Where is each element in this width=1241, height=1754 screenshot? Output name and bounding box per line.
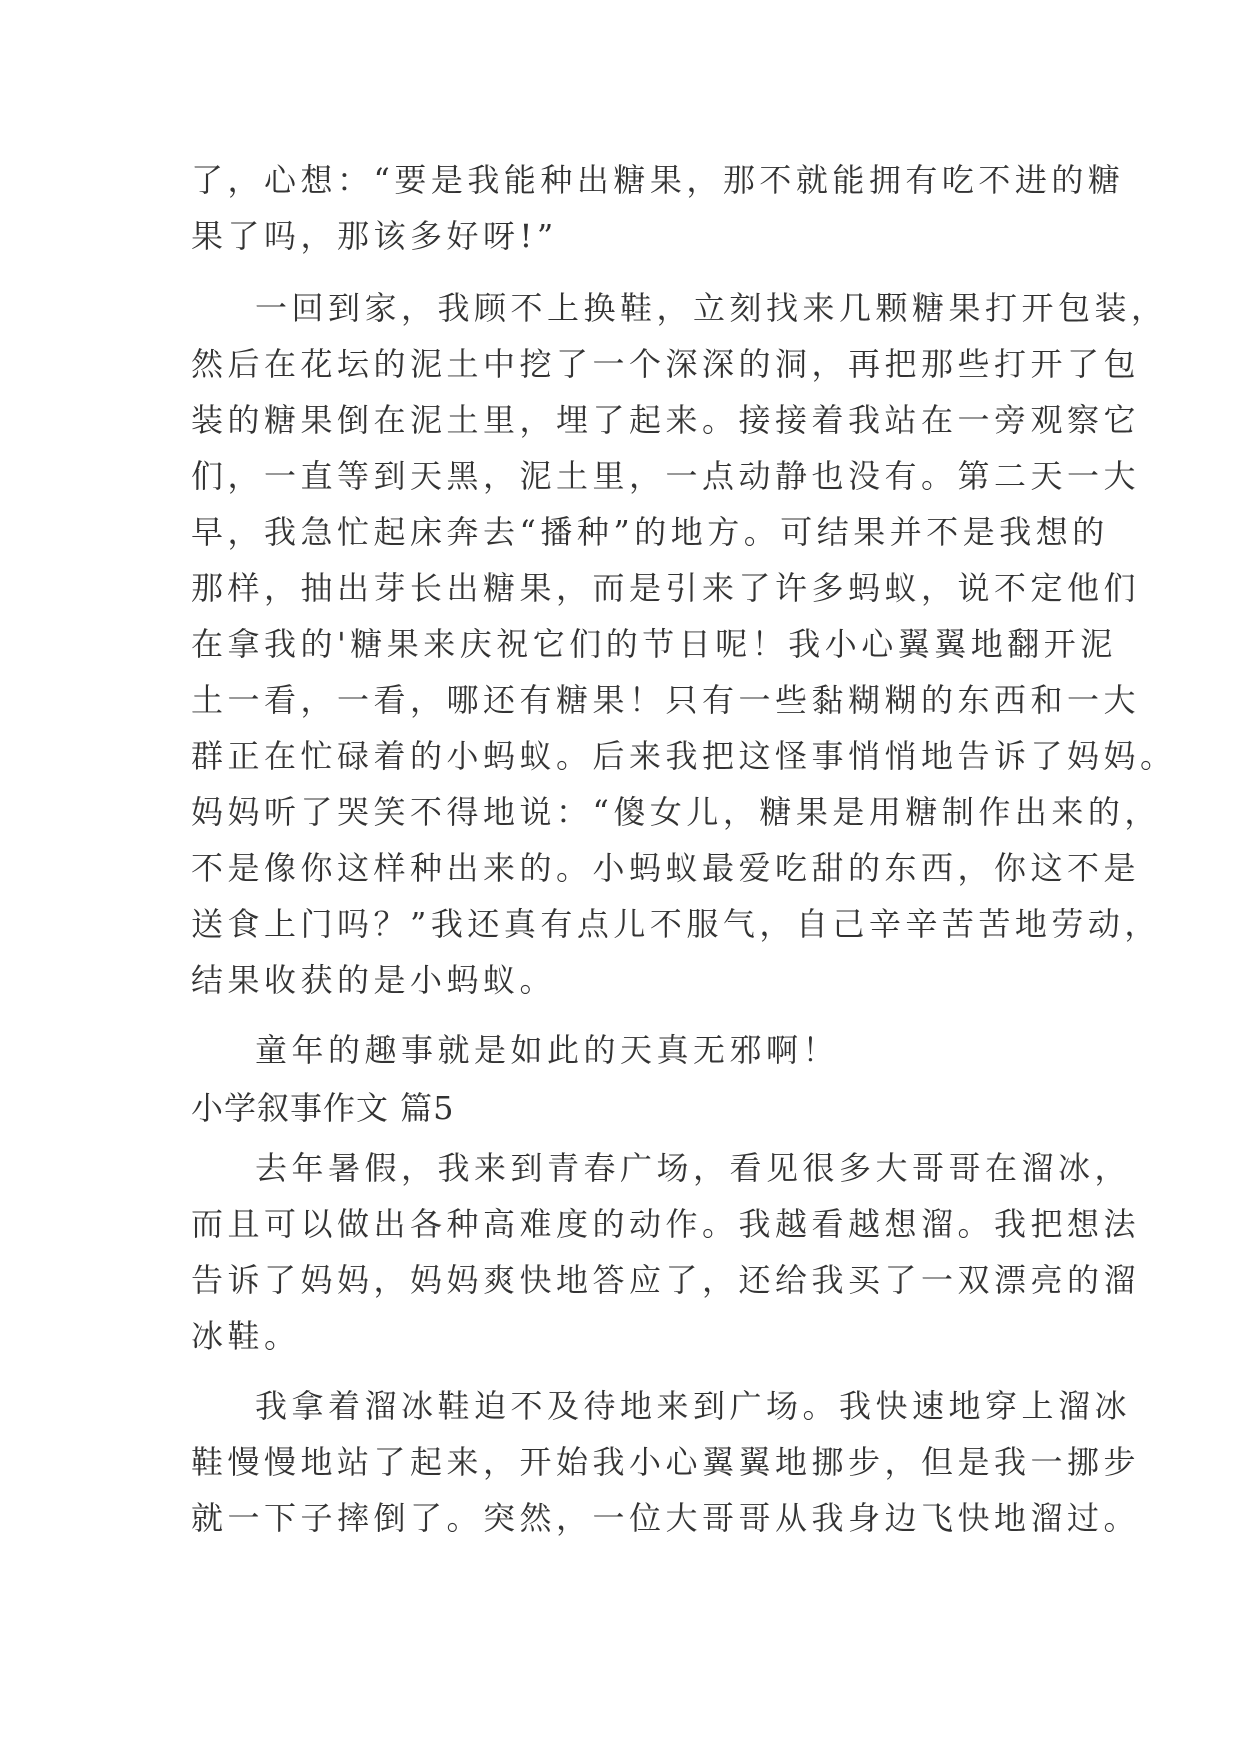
text-line: 装的糖果倒在泥土里，埋了起来。接接着我站在一旁观察它 xyxy=(191,401,1141,439)
text-line: 了，心想：“要是我能种出糖果，那不就能拥有吃不进的糖 xyxy=(191,161,1125,199)
text-line: 果了吗，那该多好呀!” xyxy=(191,217,558,255)
text-line: 然后在花坛的泥土中挖了一个深深的洞，再把那些打开了包 xyxy=(191,345,1141,383)
text-line: 结果收获的是小蚂蚁。 xyxy=(191,961,557,999)
text-line: 告诉了妈妈，妈妈爽快地答应了，还给我买了一双漂亮的溜 xyxy=(191,1261,1141,1299)
text-line: 那样，抽出芽长出糖果，而是引来了许多蚂蚁，说不定他们 xyxy=(191,569,1141,607)
text-line: 就一下子摔倒了。突然，一位大哥哥从我身边飞快地溜过。 xyxy=(191,1499,1141,1537)
paragraph-first-line: 一回到家，我顾不上换鞋，立刻找来几颗糖果打开包装， xyxy=(255,289,1168,327)
paragraph-first-line: 我拿着溜冰鞋迫不及待地来到广场。我快速地穿上溜冰 xyxy=(255,1387,1132,1425)
text-line: 而且可以做出各种高难度的动作。我越看越想溜。我把想法 xyxy=(191,1205,1141,1243)
text-line: 群正在忙碌着的小蚂蚁。后来我把这怪事悄悄地告诉了妈妈。 xyxy=(191,737,1177,775)
text-line: 送食上门吗？”我还真有点儿不服气，自己辛辛苦苦地劳动， xyxy=(191,905,1161,943)
section-heading: 小学叙事作文 篇5 xyxy=(191,1089,455,1127)
text-line: 在拿我的'糖果来庆祝它们的节日呢！我小心翼翼地翻开泥 xyxy=(191,625,1117,663)
text-line: 鞋慢慢地站了起来，开始我小心翼翼地挪步，但是我一挪步 xyxy=(191,1443,1141,1481)
paragraph-first-line: 童年的趣事就是如此的天真无邪啊！ xyxy=(255,1031,840,1069)
text-line: 妈妈听了哭笑不得地说：“傻女儿，糖果是用糖制作出来的， xyxy=(191,793,1161,831)
text-line: 冰鞋。 xyxy=(191,1317,301,1355)
text-line: 早，我急忙起床奔去“播种”的地方。可结果并不是我想的 xyxy=(191,513,1109,551)
text-line: 土一看，一看，哪还有糖果！只有一些黏糊糊的东西和一大 xyxy=(191,681,1141,719)
text-line: 不是像你这样种出来的。小蚂蚁最爱吃甜的东西，你这不是 xyxy=(191,849,1141,887)
text-line: 们，一直等到天黑，泥土里，一点动静也没有。第二天一大 xyxy=(191,457,1141,495)
paragraph-first-line: 去年暑假，我来到青春广场，看见很多大哥哥在溜冰， xyxy=(255,1149,1132,1187)
